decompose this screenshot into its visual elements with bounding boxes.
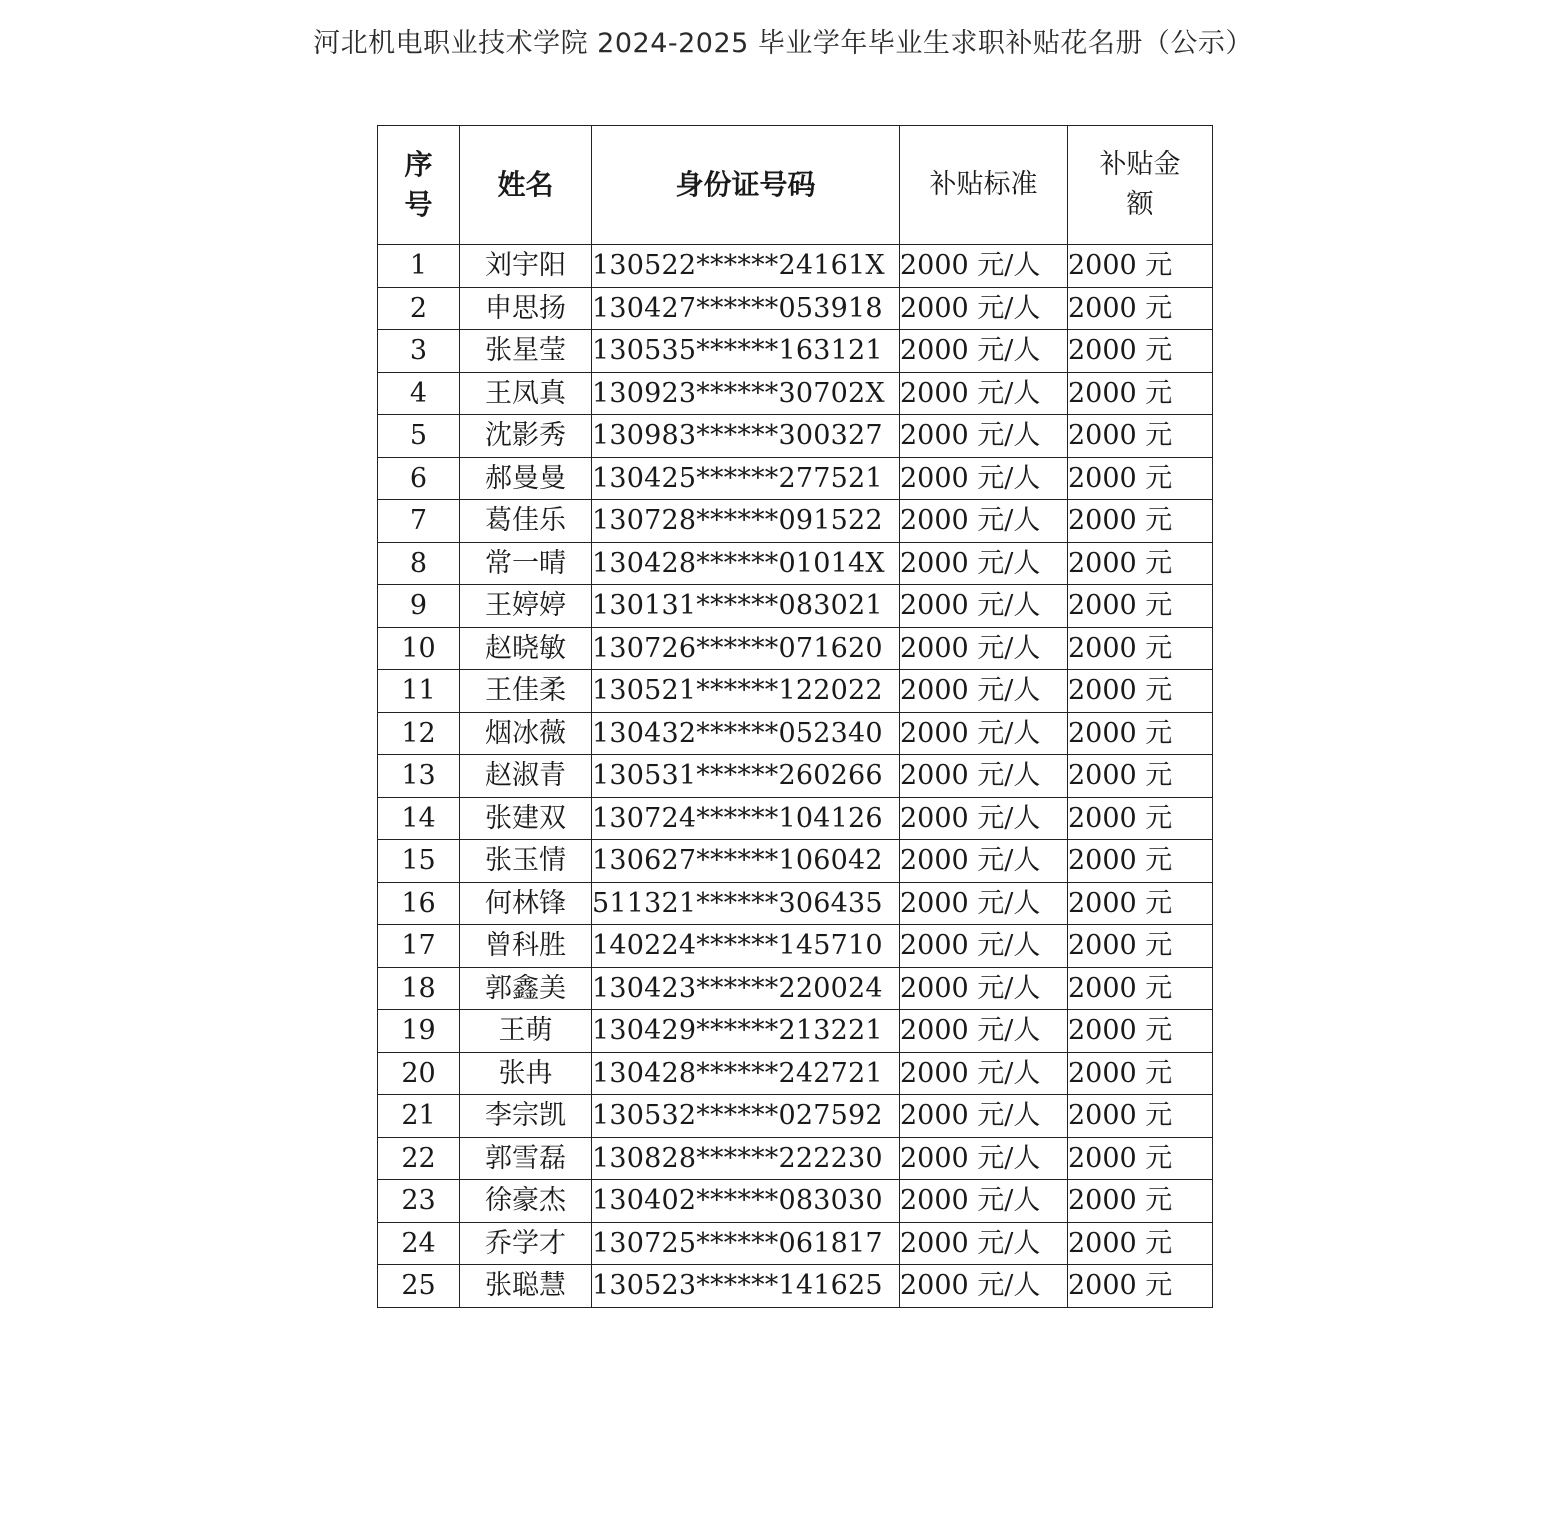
cell-index: 3	[378, 330, 460, 373]
cell-standard: 2000 元/人	[900, 245, 1068, 288]
cell-name: 申思扬	[460, 287, 592, 330]
table-row	[378, 755, 1213, 798]
cell-standard: 2000 元/人	[900, 1095, 1068, 1138]
cell-standard: 2000 元/人	[900, 1265, 1068, 1308]
cell-index: 13	[378, 755, 460, 798]
cell-amount: 2000 元	[1068, 542, 1213, 585]
cell-name: 郭雪磊	[460, 1137, 592, 1180]
cell-amount: 2000 元	[1068, 500, 1213, 543]
cell-name: 张建双	[460, 797, 592, 840]
cell-index: 17	[378, 925, 460, 968]
cell-id-number: 130531******260266	[592, 755, 900, 798]
cell-amount: 2000 元	[1068, 925, 1213, 968]
cell-name: 王凤真	[460, 372, 592, 415]
table-row	[378, 1137, 1213, 1180]
header-standard: 补贴标准	[900, 126, 1068, 245]
table-row	[378, 500, 1213, 543]
cell-standard: 2000 元/人	[900, 670, 1068, 713]
cell-name: 张冉	[460, 1052, 592, 1095]
table-row	[378, 967, 1213, 1010]
cell-index: 14	[378, 797, 460, 840]
cell-id-number: 130726******071620	[592, 627, 900, 670]
table-row	[378, 797, 1213, 840]
cell-amount: 2000 元	[1068, 840, 1213, 883]
cell-amount: 2000 元	[1068, 1052, 1213, 1095]
table-row	[378, 925, 1213, 968]
cell-name: 张聪慧	[460, 1265, 592, 1308]
table-row	[378, 1010, 1213, 1053]
cell-standard: 2000 元/人	[900, 1137, 1068, 1180]
cell-standard: 2000 元/人	[900, 755, 1068, 798]
cell-name: 王佳柔	[460, 670, 592, 713]
cell-amount: 2000 元	[1068, 330, 1213, 373]
cell-id-number: 130402******083030	[592, 1180, 900, 1223]
cell-standard: 2000 元/人	[900, 925, 1068, 968]
cell-id-number: 130923******30702X	[592, 372, 900, 415]
cell-standard: 2000 元/人	[900, 840, 1068, 883]
cell-name: 王萌	[460, 1010, 592, 1053]
cell-index: 9	[378, 585, 460, 628]
table-row	[378, 585, 1213, 628]
table-row	[378, 245, 1213, 288]
header-name: 姓名	[460, 126, 592, 245]
table-row	[378, 1095, 1213, 1138]
cell-index: 12	[378, 712, 460, 755]
cell-name: 张玉情	[460, 840, 592, 883]
cell-name: 赵晓敏	[460, 627, 592, 670]
cell-index: 2	[378, 287, 460, 330]
cell-standard: 2000 元/人	[900, 627, 1068, 670]
cell-index: 22	[378, 1137, 460, 1180]
cell-index: 20	[378, 1052, 460, 1095]
header-id-number: 身份证号码	[592, 126, 900, 245]
cell-amount: 2000 元	[1068, 1180, 1213, 1223]
subsidy-roster-table	[377, 125, 1213, 1308]
cell-id-number: 511321******306435	[592, 882, 900, 925]
cell-name: 张星莹	[460, 330, 592, 373]
cell-amount: 2000 元	[1068, 457, 1213, 500]
cell-id-number: 140224******145710	[592, 925, 900, 968]
cell-amount: 2000 元	[1068, 712, 1213, 755]
cell-standard: 2000 元/人	[900, 457, 1068, 500]
cell-id-number: 130432******052340	[592, 712, 900, 755]
cell-index: 6	[378, 457, 460, 500]
cell-standard: 2000 元/人	[900, 1052, 1068, 1095]
cell-standard: 2000 元/人	[900, 287, 1068, 330]
table-body	[378, 245, 1213, 1308]
cell-name: 乔学才	[460, 1222, 592, 1265]
cell-id-number: 130728******091522	[592, 500, 900, 543]
cell-index: 19	[378, 1010, 460, 1053]
table-row	[378, 330, 1213, 373]
cell-standard: 2000 元/人	[900, 372, 1068, 415]
cell-standard: 2000 元/人	[900, 500, 1068, 543]
header-index: 序号	[378, 126, 460, 245]
cell-id-number: 130427******053918	[592, 287, 900, 330]
cell-amount: 2000 元	[1068, 755, 1213, 798]
cell-id-number: 130523******141625	[592, 1265, 900, 1308]
cell-index: 21	[378, 1095, 460, 1138]
cell-amount: 2000 元	[1068, 1010, 1213, 1053]
cell-name: 曾科胜	[460, 925, 592, 968]
cell-index: 18	[378, 967, 460, 1010]
table-row	[378, 882, 1213, 925]
cell-name: 刘宇阳	[460, 245, 592, 288]
cell-name: 烟冰薇	[460, 712, 592, 755]
cell-id-number: 130627******106042	[592, 840, 900, 883]
table-row	[378, 1265, 1213, 1308]
cell-name: 赵淑青	[460, 755, 592, 798]
table-row	[378, 627, 1213, 670]
cell-standard: 2000 元/人	[900, 330, 1068, 373]
cell-amount: 2000 元	[1068, 797, 1213, 840]
table-row	[378, 1222, 1213, 1265]
table-row	[378, 1180, 1213, 1223]
cell-amount: 2000 元	[1068, 967, 1213, 1010]
cell-amount: 2000 元	[1068, 585, 1213, 628]
cell-index: 8	[378, 542, 460, 585]
table-row	[378, 415, 1213, 458]
cell-id-number: 130428******01014X	[592, 542, 900, 585]
cell-index: 23	[378, 1180, 460, 1223]
cell-standard: 2000 元/人	[900, 882, 1068, 925]
cell-index: 1	[378, 245, 460, 288]
cell-amount: 2000 元	[1068, 670, 1213, 713]
cell-id-number: 130725******061817	[592, 1222, 900, 1265]
header-row	[378, 126, 1213, 245]
cell-index: 25	[378, 1265, 460, 1308]
table-row	[378, 542, 1213, 585]
table-header	[378, 126, 1213, 245]
cell-amount: 2000 元	[1068, 245, 1213, 288]
cell-index: 4	[378, 372, 460, 415]
cell-id-number: 130423******220024	[592, 967, 900, 1010]
cell-amount: 2000 元	[1068, 287, 1213, 330]
cell-standard: 2000 元/人	[900, 585, 1068, 628]
table-row	[378, 372, 1213, 415]
cell-index: 16	[378, 882, 460, 925]
cell-name: 何林锋	[460, 882, 592, 925]
cell-name: 郭鑫美	[460, 967, 592, 1010]
table-row	[378, 457, 1213, 500]
cell-amount: 2000 元	[1068, 1095, 1213, 1138]
cell-id-number: 130428******242721	[592, 1052, 900, 1095]
cell-id-number: 130429******213221	[592, 1010, 900, 1053]
cell-id-number: 130983******300327	[592, 415, 900, 458]
cell-amount: 2000 元	[1068, 415, 1213, 458]
cell-standard: 2000 元/人	[900, 542, 1068, 585]
cell-name: 李宗凯	[460, 1095, 592, 1138]
table-row	[378, 840, 1213, 883]
cell-name: 常一晴	[460, 542, 592, 585]
table-row	[378, 1052, 1213, 1095]
cell-name: 郝曼曼	[460, 457, 592, 500]
table-row	[378, 670, 1213, 713]
cell-amount: 2000 元	[1068, 627, 1213, 670]
cell-name: 王婷婷	[460, 585, 592, 628]
cell-id-number: 130828******222230	[592, 1137, 900, 1180]
cell-name: 葛佳乐	[460, 500, 592, 543]
page-title: 河北机电职业技术学院 2024-2025 毕业学年毕业生求职补贴花名册（公示）	[313, 28, 1253, 59]
cell-standard: 2000 元/人	[900, 797, 1068, 840]
cell-index: 24	[378, 1222, 460, 1265]
cell-standard: 2000 元/人	[900, 712, 1068, 755]
cell-id-number: 130522******24161X	[592, 245, 900, 288]
cell-id-number: 130535******163121	[592, 330, 900, 373]
cell-amount: 2000 元	[1068, 372, 1213, 415]
cell-index: 11	[378, 670, 460, 713]
cell-standard: 2000 元/人	[900, 967, 1068, 1010]
cell-standard: 2000 元/人	[900, 1180, 1068, 1223]
cell-id-number: 130131******083021	[592, 585, 900, 628]
table-row	[378, 287, 1213, 330]
cell-amount: 2000 元	[1068, 1222, 1213, 1265]
cell-amount: 2000 元	[1068, 882, 1213, 925]
cell-name: 沈影秀	[460, 415, 592, 458]
table-row	[378, 712, 1213, 755]
cell-id-number: 130532******027592	[592, 1095, 900, 1138]
cell-standard: 2000 元/人	[900, 1010, 1068, 1053]
cell-index: 7	[378, 500, 460, 543]
cell-index: 10	[378, 627, 460, 670]
cell-amount: 2000 元	[1068, 1137, 1213, 1180]
header-amount: 补贴金额	[1068, 126, 1213, 245]
cell-index: 5	[378, 415, 460, 458]
cell-id-number: 130521******122022	[592, 670, 900, 713]
cell-name: 徐豪杰	[460, 1180, 592, 1223]
cell-standard: 2000 元/人	[900, 1222, 1068, 1265]
cell-id-number: 130724******104126	[592, 797, 900, 840]
cell-index: 15	[378, 840, 460, 883]
cell-id-number: 130425******277521	[592, 457, 900, 500]
cell-amount: 2000 元	[1068, 1265, 1213, 1308]
cell-standard: 2000 元/人	[900, 415, 1068, 458]
